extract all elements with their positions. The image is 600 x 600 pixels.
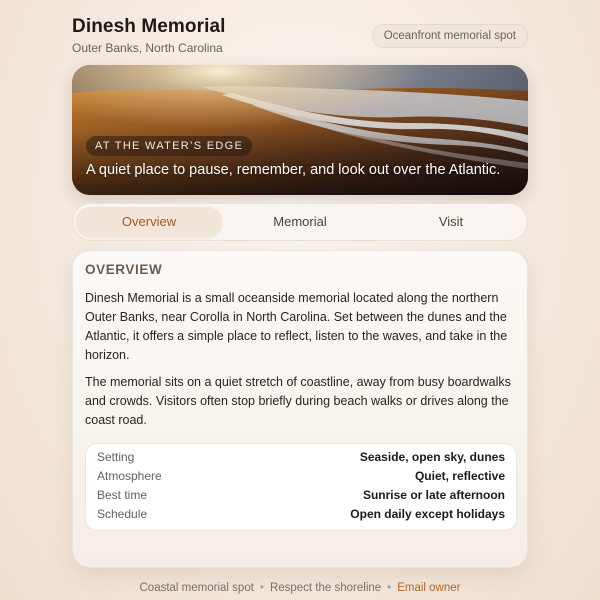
detail-row-schedule (97, 505, 505, 524)
hero-banner (72, 65, 528, 195)
hero-kicker-label: AT THE WATER’S EDGE (86, 136, 252, 156)
detail-value: Sunrise or late afternoon (362, 488, 505, 502)
tab-visit[interactable]: Visit (438, 214, 464, 229)
detail-label: Best time (97, 488, 148, 502)
tab-memorial[interactable]: Memorial (273, 214, 327, 229)
page-footer (0, 582, 600, 594)
category-badge: Oceanfront memorial spot (372, 24, 528, 48)
detail-value: Quiet, reflective (414, 469, 505, 483)
email-owner-link[interactable]: Email owner (397, 582, 461, 594)
detail-label: Setting (97, 450, 135, 464)
section-tabs (72, 203, 528, 241)
overview-heading: OVERVIEW (85, 262, 163, 277)
detail-label: Schedule (97, 507, 148, 521)
footer-item: Respect the shoreline (269, 582, 382, 594)
detail-row-atmosphere (97, 467, 505, 486)
detail-value: Seaside, open sky, dunes (359, 450, 505, 464)
footer-separator: • (259, 582, 264, 594)
details-table (85, 443, 517, 531)
footer-item: Coastal memorial spot (139, 582, 254, 594)
page-title: Dinesh Memorial (72, 16, 226, 37)
overview-paragraph-2: The memorial sits on a quiet stretch of coastline, away from busy boardwalks and crowds. Visitors often stop briefly during beach walks or drives along the coast road. (85, 375, 511, 427)
detail-row-setting (97, 448, 505, 467)
footer-separator: • (387, 582, 392, 594)
overview-paragraph-1: Dinesh Memorial is a small oceanside memorial located along the northern Outer Banks, near Corolla in North Carolina. Set between the dunes and the Atlantic, it offers a simple place to reflect, listen to the waves, and take in the horizon. (85, 291, 508, 362)
hero-caption: A quiet place to pause, remember, and look out over the Atlantic. (86, 162, 501, 178)
overview-card (72, 250, 528, 568)
detail-value: Open daily except holidays (350, 507, 505, 521)
location-subtitle: Outer Banks, North Carolina (72, 41, 223, 55)
detail-label: Atmosphere (97, 469, 162, 483)
detail-row-best-time (97, 486, 505, 505)
page-header (72, 16, 528, 60)
tab-overview[interactable]: Overview (76, 207, 222, 237)
